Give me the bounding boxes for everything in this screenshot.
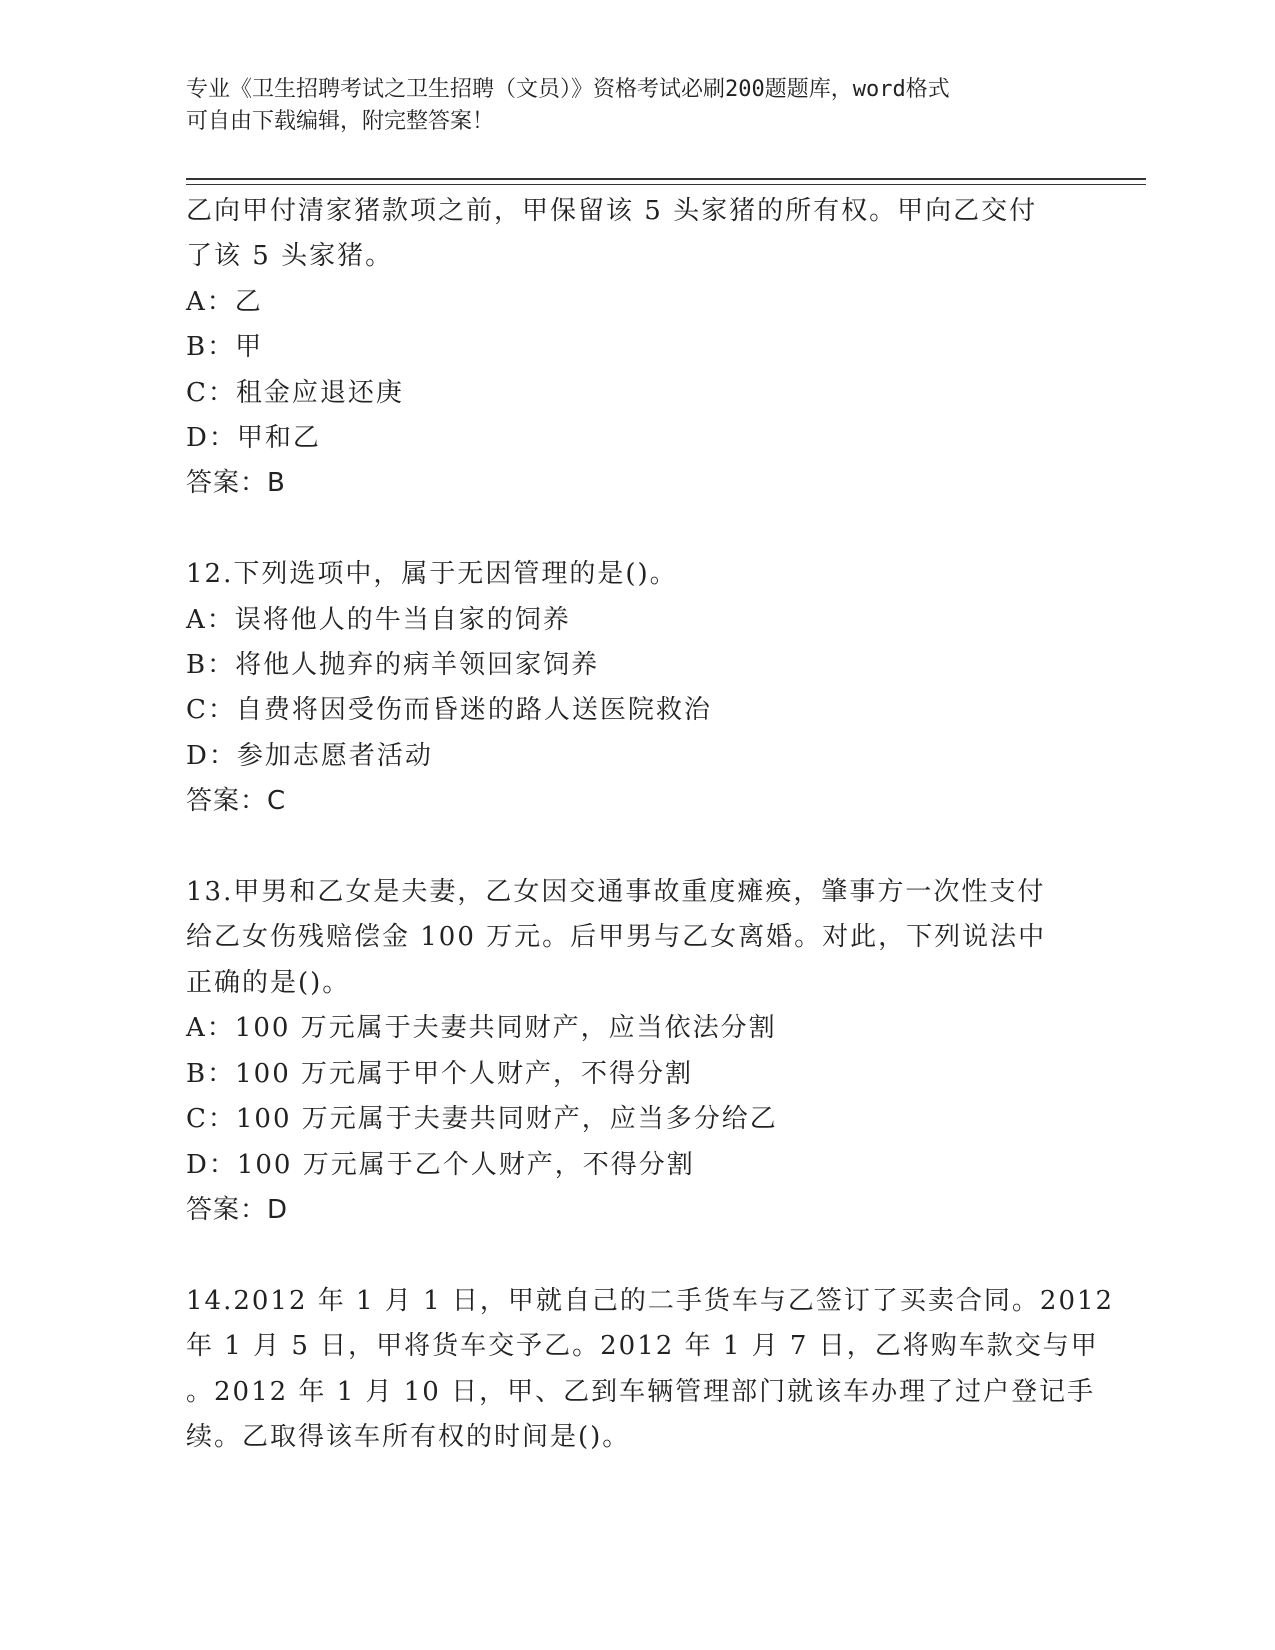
question-12 bbox=[186, 552, 1086, 824]
question-stem-line: 续。乙取得该车所有权的时间是()。 bbox=[186, 1421, 631, 1452]
question-stem-line: 年 1 月 5 日，甲将货车交予乙。2012 年 1 月 7 日，乙将购车款交与甲 bbox=[186, 1331, 1099, 1362]
header-title-line-2: 可自由下载编辑，附完整答案！ bbox=[186, 109, 495, 134]
option-a: A：100 万元属于夫妻共同财产，应当依法分割 bbox=[186, 1013, 777, 1044]
option-a: A：误将他人的牛当自家的饲养 bbox=[186, 604, 571, 635]
option-c: C：100 万元属于夫妻共同财产，应当多分给乙 bbox=[186, 1104, 778, 1135]
option-d: D：甲和乙 bbox=[186, 423, 321, 454]
answer-label: 答案：C bbox=[186, 786, 287, 817]
question-14 bbox=[186, 1279, 1115, 1461]
option-b: B：甲 bbox=[186, 332, 264, 363]
question-stem-line: 12.下列选项中，属于无因管理的是()。 bbox=[186, 559, 678, 590]
question-stem-line: 14.2012 年 1 月 1 日，甲就自己的二手货车与乙签订了买卖合同。2012 bbox=[186, 1285, 1115, 1316]
header-title-line-1: 专业《卫生招聘考试之卫生招聘（文员）》资格考试必刷200题题库，word格式 bbox=[186, 77, 950, 102]
option-b: B：100 万元属于甲个人财产，不得分割 bbox=[186, 1058, 693, 1089]
option-d: D：参加志愿者活动 bbox=[186, 740, 433, 771]
question-stem-line: 了该 5 头家猪。 bbox=[186, 241, 394, 272]
option-d: D：100 万元属于乙个人财产，不得分割 bbox=[186, 1149, 695, 1180]
question-11 bbox=[186, 189, 1086, 507]
spacer bbox=[186, 1233, 1086, 1278]
header-rule-thick bbox=[186, 178, 1146, 180]
spacer bbox=[186, 825, 1086, 870]
spacer bbox=[186, 507, 1086, 552]
question-13 bbox=[186, 870, 1086, 1233]
option-b: B：将他人抛弃的病羊领回家饲养 bbox=[186, 650, 600, 681]
question-stem-line: 乙向甲付清家猪款项之前，甲保留该 5 头家猪的所有权。甲向乙交付 bbox=[186, 196, 1038, 226]
option-a: A：乙 bbox=[186, 286, 263, 317]
question-stem-line: 13.甲男和乙女是夫妻，乙女因交通事故重度瘫痪，肇事方一次性支付 bbox=[186, 877, 1046, 908]
answer-label: 答案：D bbox=[186, 1194, 289, 1225]
question-stem-line: 正确的是()。 bbox=[186, 967, 351, 998]
option-c: C：自费将因受伤而昏迷的路人送医院救治 bbox=[186, 695, 712, 726]
option-c: C：租金应退还庚 bbox=[186, 377, 404, 408]
question-content bbox=[186, 189, 1115, 1460]
question-stem-line: 给乙女伤残赔偿金 100 万元。后甲男与乙女离婚。对此，下列说法中 bbox=[186, 922, 1047, 953]
header-rule-thin bbox=[186, 184, 1146, 185]
answer-label: 答案：B bbox=[186, 468, 286, 499]
question-stem-line: 。2012 年 1 月 10 日，甲、乙到车辆管理部门就该车办理了过户登记手 bbox=[186, 1376, 1096, 1407]
document-header bbox=[186, 74, 1086, 138]
